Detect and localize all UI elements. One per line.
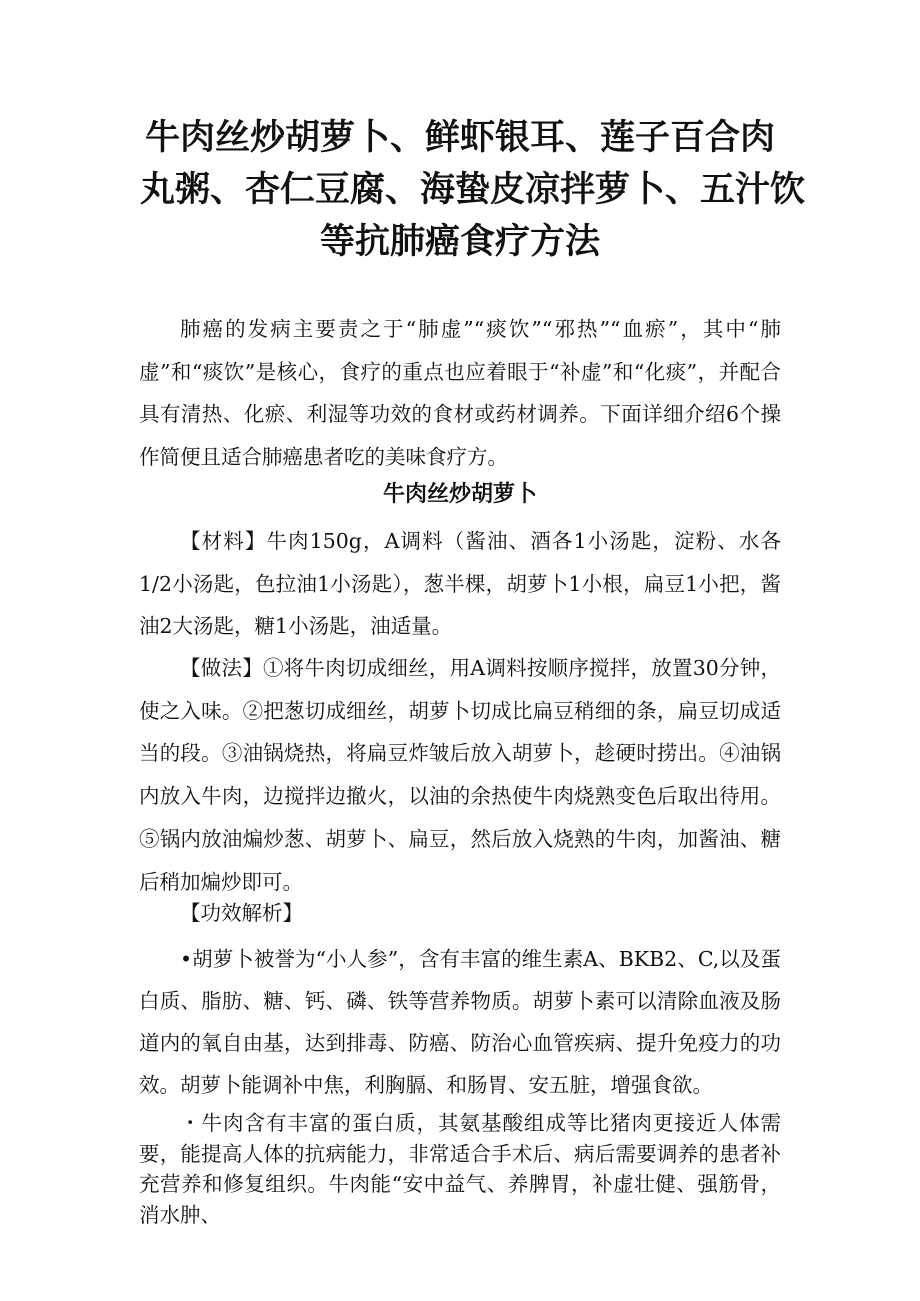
carrot-benefit-paragraph: •胡萝卜被誉为“小人参”，含有丰富的维生素A、BKB2、C,以及蛋白质、脂肪、糖、钙、磷、铁等营养物质。胡萝卜素可以清除血液及肠道内的氧自由基，达到排毒、防癌、防治心血管疾病、提升免疫力的功效。胡萝卜能调补中焦，利胸膈、和肠胃、安五脏，增强食欲。 xyxy=(139,947,781,1097)
title-line-2: 丸粥、杏仁豆腐、海蛰皮凉拌萝卜、五汁饮 xyxy=(140,170,806,210)
intro-paragraph: 肺癌的发病主要责之于“肺虚”“痰饮”“邪热”“血瘀”，其中“肺虚”和“痰饮”是核心，食疗的重点也应着眼于“补虚”和“化痰”，并配合具有清热、化瘀、利湿等功效的食材或药材调养。下面详细介绍6个操作简便且适合肺癌患者吃的美味食疗方。 xyxy=(139,317,781,469)
document-title xyxy=(140,112,806,268)
title-line-3: 等抗肺癌食疗方法 xyxy=(319,222,600,262)
title-line-1: 牛肉丝炒胡萝卜、鲜虾银耳、莲子百合肉 xyxy=(144,118,775,158)
section-heading: 牛肉丝炒胡萝卜 xyxy=(382,482,537,507)
beef-benefit-paragraph: ・牛肉含有丰富的蛋白质，其氨基酸组成等比猪肉更接近人体需要，能提高人体的抗病能力，非常适合手术后、病后需要调养的患者补充营养和修复组织。牛肉能“安中益气、养脾胃，补虚壮健、强筋骨，消水肿、 xyxy=(139,1111,781,1227)
effect-analysis-label: 【功效解析】 xyxy=(180,901,303,925)
materials-paragraph: 【材料】牛肉150g，A调料（酱油、酒各1小汤匙，淀粉、水各1/2小汤匙，色拉油1小汤匙），葱半棵，胡萝卜1小根，扁豆1小把，酱油2大汤匙，糖1小汤匙，油适量。 xyxy=(139,529,781,638)
method-paragraph: 【做法】①将牛肉切成细丝，用A调料按顺序搅拌，放置30分钟，使之入味。②把葱切成细丝，胡萝卜切成比扁豆稍细的条，扁豆切成适当的段。③油锅烧热，将扁豆炸皱后放入胡萝卜，趁硬时捞出。④油锅内放入牛肉，边搅拌边撤火，以油的余热使牛肉烧熟变色后取出待用。⑤锅内放油煸炒葱、胡萝卜、扁豆，然后放入烧熟的牛肉，加酱油、糖后稍加煸炒即可。 xyxy=(139,656,781,894)
